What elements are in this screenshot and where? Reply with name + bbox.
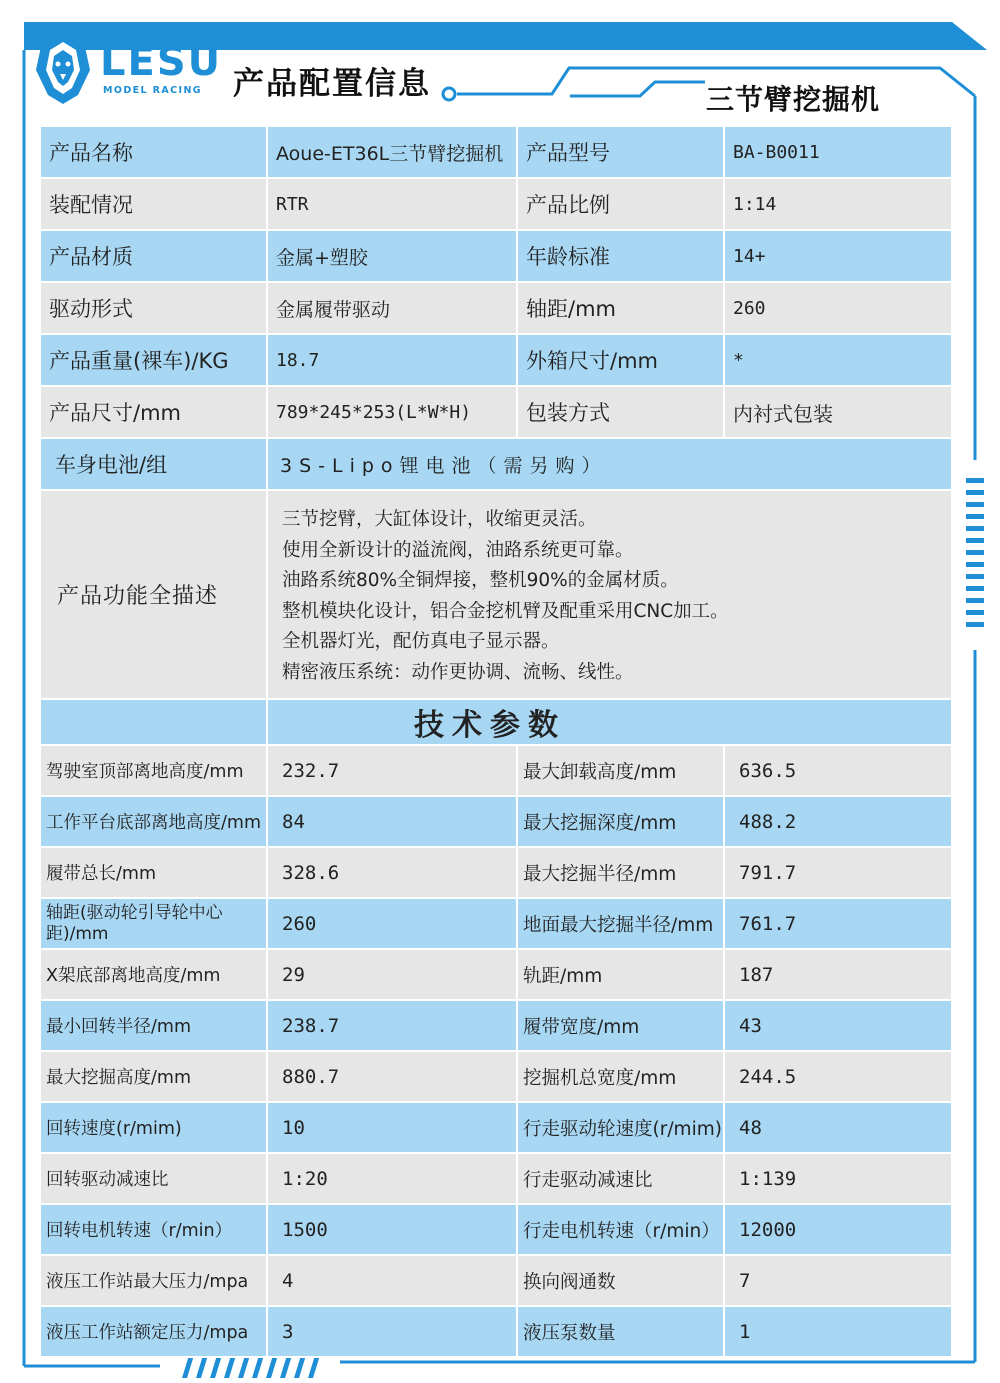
config-row xyxy=(41,127,951,179)
spec-row xyxy=(41,899,951,950)
config-value: 内衬式包装 xyxy=(725,387,951,437)
config-value: 14+ xyxy=(725,231,951,281)
spec-label: 回转驱动减速比 xyxy=(41,1154,268,1203)
config-label: 年龄标准 xyxy=(518,231,725,281)
spec-value: 29 xyxy=(268,950,518,999)
config-row xyxy=(41,179,951,231)
config-label: 驱动形式 xyxy=(41,283,268,333)
page-title: 产品配置信息 xyxy=(233,66,431,102)
config-label: 轴距/mm xyxy=(518,283,725,333)
spec-value: 791.7 xyxy=(725,848,951,897)
spec-label: 行走驱动减速比 xyxy=(518,1154,725,1203)
spec-label: 回转速度(r/mim) xyxy=(41,1103,268,1152)
config-label: 外箱尺寸/mm xyxy=(518,335,725,385)
config-row xyxy=(41,335,951,387)
spec-value: 7 xyxy=(725,1256,951,1305)
spec-value: 260 xyxy=(268,899,518,948)
spec-value: 238.7 xyxy=(268,1001,518,1050)
config-label: 包装方式 xyxy=(518,387,725,437)
spec-label: 轴距(驱动轮引导轮中心距)/mm xyxy=(41,899,268,948)
spec-label: 行走驱动轮速度(r/mim) xyxy=(518,1103,725,1152)
spec-value: 244.5 xyxy=(725,1052,951,1101)
battery-row xyxy=(41,439,951,491)
spec-label: 液压工作站最大压力/mpa xyxy=(41,1256,268,1305)
spec-value: 1:20 xyxy=(268,1154,518,1203)
spec-row xyxy=(41,1052,951,1103)
spec-value: 880.7 xyxy=(268,1052,518,1101)
spec-value: 761.7 xyxy=(725,899,951,948)
config-value: 789*245*253(L*W*H) xyxy=(268,387,518,437)
description-line: 全机器灯光，配仿真电子显示器。 xyxy=(282,631,560,652)
battery-value: 3S-Lipo锂电池（需另购） xyxy=(268,439,951,489)
config-label: 产品型号 xyxy=(518,127,725,177)
spec-row xyxy=(41,746,951,797)
spec-label: 液压泵数量 xyxy=(518,1307,725,1356)
spec-value: 328.6 xyxy=(268,848,518,897)
description-line: 整机模块化设计，铝合金挖机臂及配重采用CNC加工。 xyxy=(282,600,729,622)
config-row xyxy=(41,387,951,439)
spec-label: 挖掘机总宽度/mm xyxy=(518,1052,725,1101)
spec-value: 1:139 xyxy=(725,1154,951,1203)
config-label: 产品重量(裸车)/KG xyxy=(41,335,268,385)
config-label: 产品尺寸/mm xyxy=(41,387,268,437)
spec-row xyxy=(41,1001,951,1052)
config-row xyxy=(41,283,951,335)
spec-label: 驾驶室顶部离地高度/mm xyxy=(41,746,268,795)
spec-value: 488.2 xyxy=(725,797,951,846)
spec-row xyxy=(41,1205,951,1256)
spec-row xyxy=(41,1256,951,1307)
spec-label: 轨距/mm xyxy=(518,950,725,999)
description-line: 油路系统80%全铜焊接，整机90%的金属材质。 xyxy=(282,570,679,591)
description-label: 产品功能全描述 xyxy=(41,491,268,698)
lion-logo-icon xyxy=(36,30,90,104)
spec-value: 12000 xyxy=(725,1205,951,1254)
config-label: 产品名称 xyxy=(41,127,268,177)
config-value: 18.7 xyxy=(268,335,518,385)
brand-logo-subtext: MODEL RACING xyxy=(103,85,202,96)
battery-label: 车身电池/组 xyxy=(41,439,268,489)
spec-label: 换向阀通数 xyxy=(518,1256,725,1305)
spec-value: 232.7 xyxy=(268,746,518,795)
spec-row xyxy=(41,950,951,1001)
spec-label: 最大挖掘深度/mm xyxy=(518,797,725,846)
spec-value: 1 xyxy=(725,1307,951,1356)
brand-logo-text: LESU xyxy=(100,39,223,85)
config-label: 装配情况 xyxy=(41,179,268,229)
spec-row xyxy=(41,1307,951,1358)
config-label: 产品比例 xyxy=(518,179,725,229)
spec-row xyxy=(41,1154,951,1205)
tech-params-title: 技术参数 xyxy=(268,700,951,744)
spec-label: 履带总长/mm xyxy=(41,848,268,897)
spec-value: 84 xyxy=(268,797,518,846)
spec-sheet xyxy=(41,127,951,1358)
description-row xyxy=(41,491,951,700)
spec-label: 履带宽度/mm xyxy=(518,1001,725,1050)
product-title: 三节臂挖掘机 xyxy=(706,83,881,116)
spec-value: 48 xyxy=(725,1103,951,1152)
spec-row xyxy=(41,848,951,899)
tech-params-header xyxy=(41,700,951,746)
spec-label: 回转电机转速（r/min） xyxy=(41,1205,268,1254)
config-value: * xyxy=(725,335,951,385)
config-value: 1:14 xyxy=(725,179,951,229)
spec-label: 液压工作站额定压力/mpa xyxy=(41,1307,268,1356)
config-value: Aoue-ET36L三节臂挖掘机 xyxy=(268,127,518,177)
config-value: 金属+塑胶 xyxy=(268,231,518,281)
config-value: 260 xyxy=(725,283,951,333)
spec-label: 工作平台底部离地高度/mm xyxy=(41,797,268,846)
spec-value: 43 xyxy=(725,1001,951,1050)
spec-row xyxy=(41,797,951,848)
spec-value: 4 xyxy=(268,1256,518,1305)
spec-value: 187 xyxy=(725,950,951,999)
spec-value: 636.5 xyxy=(725,746,951,795)
spec-label: 最大卸载高度/mm xyxy=(518,746,725,795)
description-line: 精密液压系统：动作更协调、流畅、线性。 xyxy=(282,661,634,683)
config-value: 金属履带驱动 xyxy=(268,283,518,333)
spec-value: 3 xyxy=(268,1307,518,1356)
spec-value: 1500 xyxy=(268,1205,518,1254)
spec-label: 最小回转半径/mm xyxy=(41,1001,268,1050)
spec-label: 行走电机转速（r/min） xyxy=(518,1205,725,1254)
description-line: 三节挖臂，大缸体设计，收缩更灵活。 xyxy=(282,509,597,530)
spec-label: 最大挖掘高度/mm xyxy=(41,1052,268,1101)
spec-label: 最大挖掘半径/mm xyxy=(518,848,725,897)
spec-value: 10 xyxy=(268,1103,518,1152)
config-value: RTR xyxy=(268,179,518,229)
config-value: BA-B0011 xyxy=(725,127,951,177)
spec-row xyxy=(41,1103,951,1154)
tech-header-spacer xyxy=(41,700,268,744)
spec-label: 地面最大挖掘半径/mm xyxy=(518,899,725,948)
description-text xyxy=(268,491,951,698)
config-row xyxy=(41,231,951,283)
config-label: 产品材质 xyxy=(41,231,268,281)
spec-label: X架底部离地高度/mm xyxy=(41,950,268,999)
description-line: 使用全新设计的溢流阀，油路系统更可靠。 xyxy=(282,539,634,561)
